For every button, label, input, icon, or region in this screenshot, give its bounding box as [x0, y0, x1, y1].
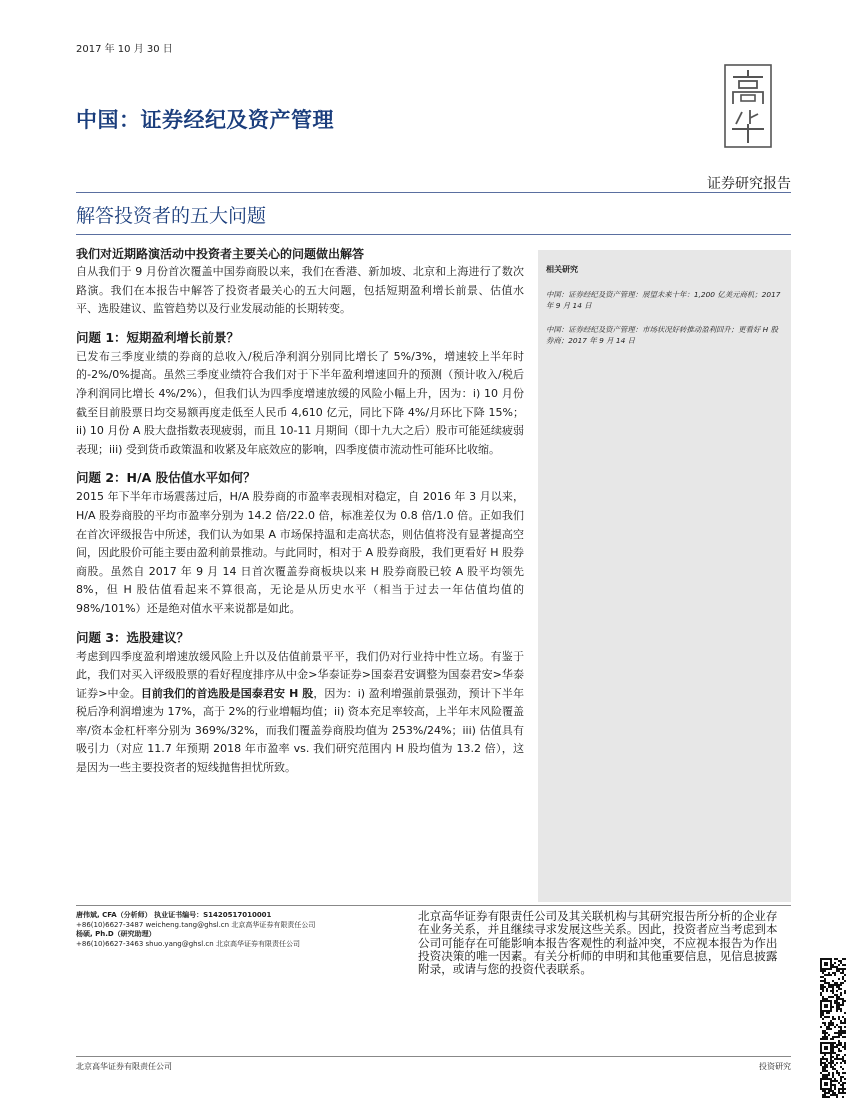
lead-heading: 我们对近期路演活动中投资者主要关心的问题做出解答 — [76, 247, 365, 261]
disclaimer-text: 北京高华证券有限责任公司及其关联机构与其研究报告所分析的企业存在业务关系，并且继续寻求发展这些关系。因此，投资者应当考虑到本公司可能存在可能影响本报告客观性的利益冲突，不应视本报告为作出投资决策的唯一因素。有关分析师的申明和其他重要信息，见信息披露附录，或请与您的投资代表联系。 — [418, 909, 778, 977]
main-content — [76, 245, 524, 778]
report-subtitle: 解答投资者的五大问题 — [76, 205, 267, 227]
related-research-sidebar — [538, 250, 791, 902]
report-date: 2017 年 10 月 30 日 — [76, 44, 173, 55]
analyst-contact: +86(10)6627-3487 weicheng.tang@ghsl.cn 北京高华证券有限责任公司 — [76, 920, 316, 929]
qr-code-icon — [820, 958, 846, 1098]
intro-paragraph: 自从我们于 9 月份首次覆盖中国券商股以来，我们在香港、新加坡、北京和上海进行了数次路演。我们在本报告中解答了投资者最关心的五大问题，包括短期盈利增长前景、估值水平、选股建议、监管趋势以及行业发展动能的长期转变。 — [76, 265, 524, 316]
analyst-divider — [76, 905, 791, 906]
analyst-contact: +86(10)6627-3463 shuo.yang@ghsl.cn 北京高华证券有限责任公司 — [76, 939, 300, 948]
related-research-item[interactable]: 中国：证券经纪及资产管理：展望未来十年：1,200 亿美元商机；2017 年 9 月 14 日 — [546, 290, 781, 310]
analyst-name: 唐伟斌, CFA（分析师） 执业证书编号：S1420517010001 — [76, 911, 272, 919]
sidebar-title: 相关研究 — [546, 265, 578, 274]
question-3-heading: 问题 3：选股建议？ — [76, 629, 190, 645]
gaohua-seal-logo-icon — [724, 64, 772, 148]
question-1-text: 已发布三季度业绩的券商的总收入/税后净利润分别同比增长了 5%/3%，增速较上半年时的-2%/0%提高。虽然三季度业绩符合我们对于下半年盈利增速回升的预测（预计收入/税后净利润同比增长 4%/2%），但我们认为四季度增速放缓的风险小幅上升，因为：i) 10 月份截至目前股票日均交易额再度走低至人民币 4,610 亿元，同比下降 4%/月环比下降 15%；ii) 10 月份 A 股大盘指数表现疲弱，而且 10-11 月期间（即十九大之后）股市可能延续疲弱表现；iii) 受到货币政策温和收紧及年底效应的影响，四季度债市流动性可能环比收缩。 — [76, 349, 524, 456]
header-divider — [76, 192, 791, 193]
question-2-text: 2015 年下半年市场震荡过后，H/A 股券商的市盈率表现相对稳定，自 2016 年 3 月以来， H/A 股券商股的平均市盈率分别为 14.2 倍/22.0 倍，标准差仅为 0.8 倍/1.0 倍。正如我们在首次评级报告中所述，我们认为如果 A 市场保持温和走高状态，则估值将没有显著提高空间，因此股价可能主要由盈利前景推动。与此同时，相对于 A 股券商股，我们更看好 H 股券商股。虽然自 2017 年 9 月 14 日首次覆盖券商板块以来 H 股券商股已较 A 股平均领先 8%，但 H 股估值看起来不算很高，无论是从历史水平（相当于过去一年估值均值的 98%/101%）还是绝对值水平来说都是如此。 — [76, 490, 524, 615]
analyst-contacts — [76, 911, 416, 949]
question-2-heading: 问题 2：H/A 股估值水平如何？ — [76, 470, 256, 486]
footer-section: 投资研究 — [759, 1062, 791, 1071]
question-3-text — [76, 648, 524, 778]
subtitle-divider — [76, 234, 791, 235]
question-3-top-pick: 目前我们的首选股是国泰君安 H 股 — [140, 686, 314, 700]
page-title: 中国：证券经纪及资产管理 — [76, 108, 334, 132]
footer-company: 北京高华证券有限责任公司 — [76, 1062, 172, 1071]
question-3-text-part-b: ，因为：i) 盈利增强前景强劲，预计下半年税后净利润增速为 17%，高于 2%的行业增幅均值；ii) 资本充足率较高，上半年末风险覆盖率/资本金杠杆率分别为 369%/32%，而我们覆盖券商股均值为 253%/24%；iii) 估值具有吸引力（对应 11.7 年预期 2018 年市盈率 vs. 我们研究范围内 H 股均值为 13.2 倍），这是因为一些主要投资者的短线抛售担忧所致。 — [76, 686, 524, 775]
footer-divider — [76, 1056, 791, 1057]
report-type-label: 证券研究报告 — [707, 176, 791, 192]
question-3-text-part-a: 考虑到四季度盈利增速放缓风险上升以及估值前景平平，我们仍对行业持中性立场。有鉴于此，我们对买入评级股票的看好程度排序从中金>华泰证券>国泰君安调整为国泰君安>华泰证券>中金。 — [76, 649, 524, 700]
related-research-item[interactable]: 中国：证券经纪及资产管理：市场状况好转推动盈利回升；更看好 H 股券商；2017 年 9 月 14 日 — [546, 325, 778, 345]
question-1-heading: 问题 1：短期盈利增长前景？ — [76, 329, 240, 345]
analyst-name: 杨硕, Ph.D（研究助理） — [76, 930, 156, 939]
